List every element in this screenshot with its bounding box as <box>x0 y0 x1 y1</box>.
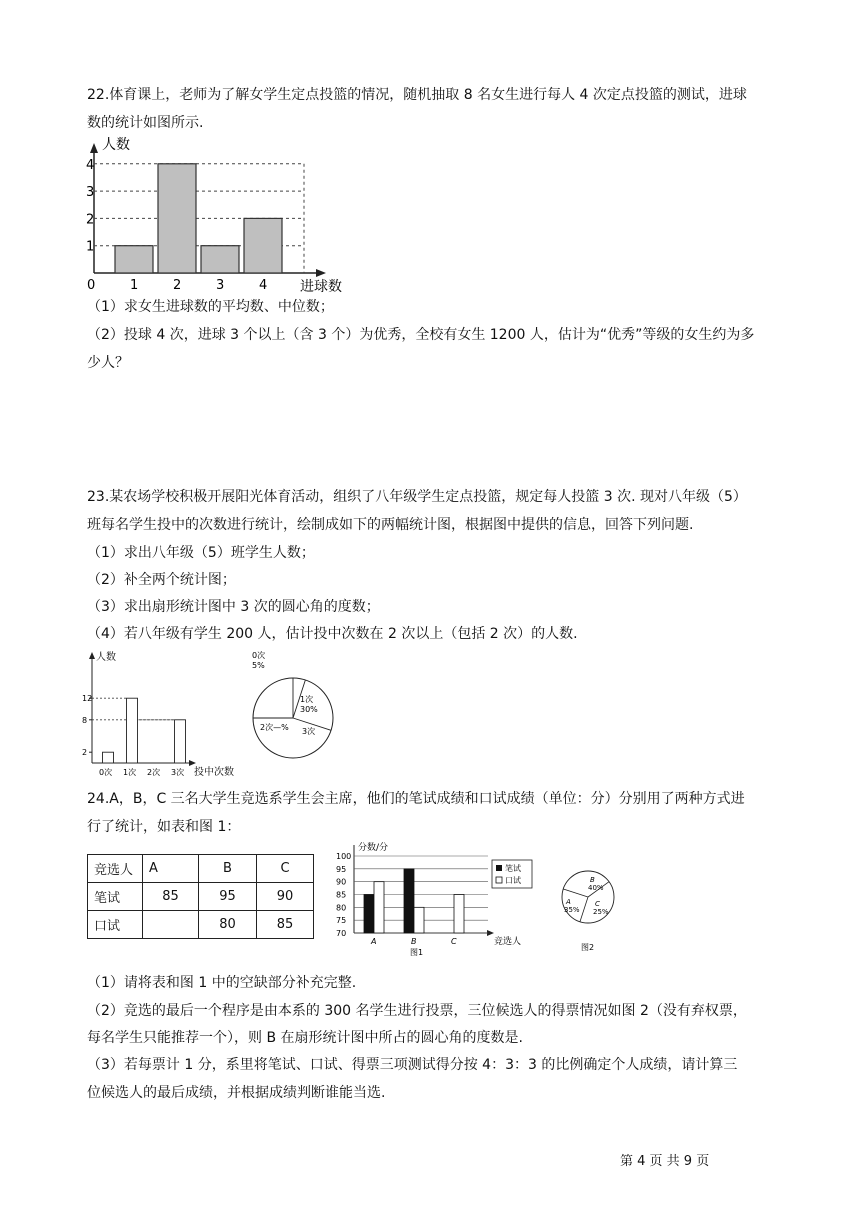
pie-slice-label: B <box>590 876 595 884</box>
x-tick-label: 4 <box>259 278 268 293</box>
table-row <box>88 855 314 883</box>
bar <box>158 164 196 273</box>
q24-fig1-caption: 图1 <box>410 948 424 957</box>
x-tick-label: A <box>371 937 377 946</box>
bar <box>103 752 114 763</box>
q23-sub3: （3）求出扇形统计图中 3 次的圆心角的度数； <box>87 599 380 615</box>
x-tick-label: C <box>451 937 457 946</box>
q22-sub2b: 少人？ <box>87 355 129 371</box>
q23-line1: 23.某农场学校积极开展阳光体育活动，组织了八年级学生定点投篮，规定每人投篮 3 次. 现对八年级（5） <box>87 489 747 505</box>
pie-slice-value: 35% <box>564 906 580 914</box>
pie-slice-label: 0次 <box>252 651 266 660</box>
x-tick-label: 0次 <box>99 768 113 777</box>
y-tick-label: 4 <box>86 157 95 173</box>
y-tick-label: 95 <box>336 864 347 874</box>
y-tick-label: 70 <box>336 929 347 938</box>
pie-slice-label: C <box>595 900 600 908</box>
q24-fig1-bar-chart <box>336 840 536 960</box>
q24-xlabel: 竞选人 <box>494 937 522 947</box>
q22-origin: 0 <box>87 278 96 293</box>
q22-x-arrow <box>316 269 326 277</box>
pie-slice-value: 5% <box>252 661 265 670</box>
bar <box>404 869 414 933</box>
q22-line1: 22.体育课上，老师为了解女学生定点投篮的情况，随机抽取 8 名女生进行每人 4 次定点投篮的测试，进球 <box>87 87 747 103</box>
q24-fig2-caption: 图2 <box>581 943 595 952</box>
table-cell: A <box>143 855 199 883</box>
y-tick-label: 2 <box>82 748 88 758</box>
pie-slice-value: 30% <box>300 705 318 714</box>
q22-xlabel: 进球数 <box>300 279 342 295</box>
y-tick-label: 80 <box>336 903 347 913</box>
q24-title: 分数/分 <box>358 843 389 853</box>
legend-label-koushi: 口试 <box>505 876 521 885</box>
q22-sub1: （1）求女生进球数的平均数、中位数； <box>87 299 334 315</box>
page-footer: 第 4 页 共 9 页 <box>620 1154 710 1169</box>
q22-sub2a: （2）投球 4 次，进球 3 个以上（含 3 个）为优秀，全校有女生 1200 人，估计为“优秀”等级的女生约为多 <box>87 327 755 343</box>
x-tick-label: B <box>411 937 417 946</box>
table-cell: 竞选人 <box>88 855 143 883</box>
bar <box>364 895 374 934</box>
y-tick-label: 12 <box>82 694 93 704</box>
bar <box>414 907 424 933</box>
x-tick-label: 1次 <box>123 768 137 777</box>
y-tick-label: 85 <box>336 890 347 900</box>
q23-x-arrow <box>189 760 196 766</box>
bar <box>201 246 239 273</box>
table-cell: 85 <box>143 883 199 911</box>
table-cell: 笔试 <box>88 883 143 911</box>
table-row <box>88 883 314 911</box>
x-tick-label: 3次 <box>171 768 185 777</box>
pie-slice-label: 1次 <box>300 695 314 704</box>
q24-line1: 24.A，B，C 三名大学生竞选系学生会主席，他们的笔试成绩和口试成绩（单位：分）分别用了两种方式进 <box>87 791 745 807</box>
q24-sub3a: （3）若每票计 1 分，系里将笔试、口试、得票三项测试得分按 4：3：3 的比例确定个人成绩，请计算三 <box>87 1057 738 1073</box>
legend-label-bishi: 笔试 <box>505 864 521 873</box>
q22-bar-chart <box>86 135 346 295</box>
q23-xlabel: 投中次数 <box>194 767 234 778</box>
x-tick-label: 3 <box>216 278 225 293</box>
score-table <box>87 854 314 939</box>
table-cell: 90 <box>257 883 314 911</box>
q23-sub1: （1）求出八年级（5）班学生人数； <box>87 545 315 561</box>
q23-sub4: （4）若八年级有学生 200 人，估计投中次数在 2 次以上（包括 2 次）的人数. <box>87 626 578 642</box>
q22-line2: 数的统计如图所示. <box>87 115 204 131</box>
bar <box>115 246 153 273</box>
table-cell: 口试 <box>88 911 143 939</box>
q23-y-arrow <box>89 652 95 659</box>
pie-slice-value: 25% <box>593 908 609 916</box>
q24-sub1: （1）请将表和图 1 中的空缺部分补充完整. <box>87 975 357 991</box>
q22-ylabel: 人数 <box>102 137 130 153</box>
bar <box>244 218 282 273</box>
y-tick-label: 8 <box>82 715 88 725</box>
x-tick-label: 2次 <box>147 768 161 777</box>
y-tick-label: 3 <box>86 185 95 201</box>
y-tick-label: 2 <box>86 212 95 228</box>
q24-sub2b: 每名学生只能推荐一个），则 B 在扇形统计图中所占的圆心角的度数是. <box>87 1030 523 1046</box>
table-cell <box>143 911 199 939</box>
pie-slice-label: A <box>566 898 571 906</box>
y-tick-label: 90 <box>336 877 347 887</box>
bar <box>454 895 464 934</box>
table-cell: 95 <box>199 883 257 911</box>
bar <box>175 720 186 763</box>
q24-sub3b: 位候选人的最后成绩，并根据成绩判断谁能当选. <box>87 1085 386 1101</box>
q23-line2: 班每名学生投中的次数进行统计，绘制成如下的两幅统计图，根据图中提供的信息，回答下列问题. <box>87 517 694 533</box>
pie-slice-label: 2次—% <box>260 723 289 732</box>
pie-slice-label: 3次 <box>302 727 316 736</box>
legend-swatch-koushi <box>496 877 502 883</box>
q24-fig2-pie-chart <box>555 860 625 955</box>
x-tick-label: 2 <box>173 278 182 293</box>
bar <box>127 698 138 763</box>
table-cell: B <box>199 855 257 883</box>
q23-bar-chart <box>82 648 242 780</box>
q24-line2: 行了统计，如表和图 1： <box>87 819 241 835</box>
q22-y-arrow <box>90 143 98 153</box>
table-cell: 85 <box>257 911 314 939</box>
x-tick-label: 1 <box>130 278 139 293</box>
y-tick-label: 100 <box>336 852 352 861</box>
q23-ylabel: 人数 <box>96 652 116 663</box>
pie-slice-value: 40% <box>588 884 604 892</box>
q24-sub2a: （2）竞选的最后一个程序是由本系的 300 名学生进行投票，三位候选人的得票情况如图 2（没有弃权票， <box>87 1003 747 1019</box>
table-row <box>88 911 314 939</box>
bar <box>374 882 384 933</box>
y-tick-label: 75 <box>336 916 347 926</box>
table-cell: 80 <box>199 911 257 939</box>
q23-sub2: （2）补全两个统计图； <box>87 572 236 588</box>
table-cell: C <box>257 855 314 883</box>
legend-swatch-bishi <box>496 865 502 871</box>
y-tick-label: 1 <box>86 239 95 255</box>
q24-x-arrow <box>487 930 494 936</box>
q23-pie-chart <box>238 650 348 780</box>
